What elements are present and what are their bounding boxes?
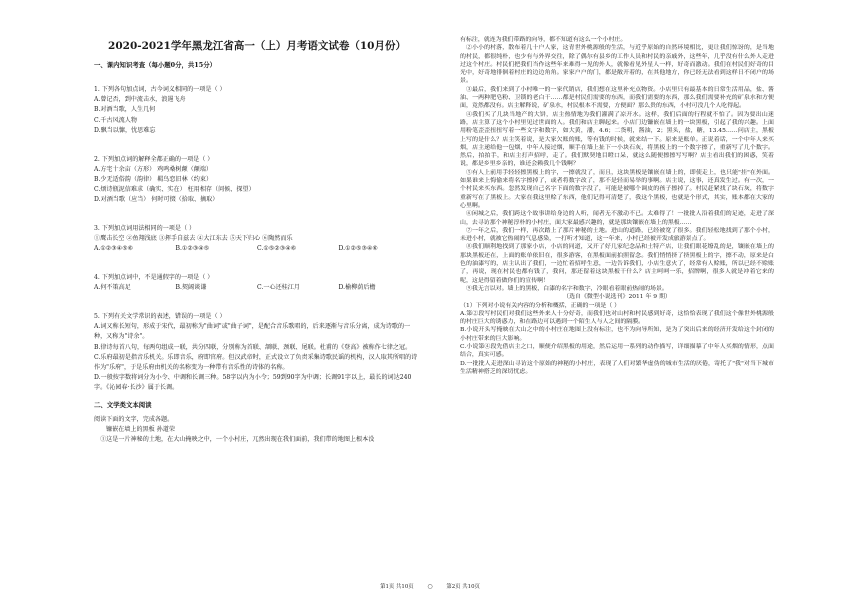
option: C.乐府最初是指音乐机关。乐即音乐，府即官府。但汉武帝时，正式设立了负责采集诗歌民谣的机构，汉人取其所唱的诗作为"乐府"，于是乐府由机关的名称变为一种带有音乐性的诗体的名称。 xyxy=(94,353,418,372)
option: D.对酒当歌（应当） 何时可掇（拾取、摘取） xyxy=(94,196,219,204)
option: D.①②⑤③④⑥ xyxy=(338,245,378,253)
option: C.一心还桂江月 xyxy=(257,284,300,292)
reading-paragraph: ①这是一片神秘的土地，在大山掩映之中，一个小村庄，兀然出现在我们面前，我们带的地图上根本没 xyxy=(100,436,375,444)
reading-paragraph: ④我们买了几块当地产的大饼，店主热情地为我们灌满了凉开水。这样，我们后面的行程就不怕了。因为要出山迷路，店主算了这个小村里见过世面的人。我们和店主聊起来。小店门边镰嵌在墙上的一块黑板，引起了我的兴趣。上面用粉笔歪歪扭扭写着一些文字和数字，如大黄，潘，4.6；二货明，酱油，2；黑头，盐，糖，13.45……问店主，黑板上写的是什么？店主笑着说，是大家欠账的账，等有钱的时候，就来结一下。原来是账单。正说着话，一个中年人来买烟，店主递给他一包烟，中年人接过烟，顺手在墙上扯下一小块石灰，将黑板上的一个数字擦了，重新写了几个数字。然后，拍拍手，和店主打声招呼，走了。我们默契地目瞪口呆，就这么随便擦擦写写啊？店主看出我们的困惑，笑着说，都是乡里乡亲的，谁还会赖我几个钱啊？ xyxy=(460,110,774,168)
option: C.①⑤②③④⑥ xyxy=(257,245,297,253)
option: D.一般按字数将词分为小令、中调和长调三种。58字以内为小令；59到90字为中调；长调91字以上，最长的词达240字。《沁园春·长沙》属于长调。 xyxy=(94,374,412,392)
question-4-stem: 4. 下列加点词中，不是通假字的一项是（ ） xyxy=(94,274,214,282)
reading-intro: 阅读下面的文字，完成各题。 xyxy=(94,415,174,423)
option: A.词又称长短句，形成于宋代，最初称为"曲词"或"曲子词"，是配合音乐歌唱的，后来逐渐与音乐分离，成为诗歌的一种，又称为"诗余"。 xyxy=(94,323,411,341)
option: D.榆柳荫后檐 xyxy=(338,284,376,292)
option: C.烦诗瓶泥信难求（确实、实在） 枉用相存（问候、探望） xyxy=(94,186,255,194)
exam-title: 2020-2021学年黑龙江省高一（上）月考语文试卷（10月份） xyxy=(108,40,406,52)
option: B.对酒当歌，人生几何 xyxy=(94,106,156,114)
option: A.方宅十余亩（方形） 鸡鸣桑树颠（颠端） xyxy=(94,165,212,173)
page-number-left: 第1页 共10页 xyxy=(380,584,414,590)
question-3-items: ①鹰击长空 ②鱼翔浅底 ③挥手自兹去 ④大江东去 ⑤天下归心 ⑥陶然而乐 xyxy=(94,235,293,243)
reading-paragraph: ⑦一年之后，我们一样，再次踏上了那片神秘的土地。进山的道路，已经被宽了很多。我们轻松地找到了那个小村，未进小村，就被它热闹的气息感染，一打听才知道，这一年来，小村已经被开发成旅游景点了。 xyxy=(460,226,774,243)
option: B.律诗每首八句，每两句组成一联，共分四联，分别称为首联、颔联、颈联、尾联。杜甫的《登高》被称作七律之冠。 xyxy=(94,343,412,351)
option: A.第②段写村民们对我们这些外来人十分好奇，而我们也对山村和村民感到好奇，这恰恰表现了我们这个像世外桃源般的村庄巨大的诱惑力，和在路边可以遇到一个陌生人与人之间的隔膜。 xyxy=(460,309,774,326)
reading-title: 镰嵌在墙上的黑板 孙道荣 xyxy=(106,425,175,433)
source-note: （选自《微型小说选刊》2011 年 9 期） xyxy=(563,293,671,301)
section-heading: 一、课内知识考查（每小题0分，共15分） xyxy=(94,61,216,69)
page-footer xyxy=(0,582,860,590)
reading-paragraph: ③最后，我们来到了小村唯一的一家代销店，我们想在这里补充点物资。小店里只有最基本的日常生活用品，盐、酱油、一两种肥皂粉、卫锁的老白干……都是村民们需要的东西，而我们需要的东西，那么我们需要补充的矿泉水和方便面，竟然都没有。店主解释说，矿泉水，村民根本不需要，方便面？那么贵的东西，小村可没几个人吃得起。 xyxy=(460,85,774,110)
question-5-stem: 5. 下列有关文学常识的表述，错误的一项是（ ） xyxy=(94,313,226,321)
question-2-stem: 2. 下列加点词的解释全都正确的一项是（ ） xyxy=(94,155,214,163)
option: A.曾记否，到中流击水，浪遏飞舟 xyxy=(94,96,186,104)
section-heading: 二、文学类文本阅读 xyxy=(94,400,152,409)
question-4-options xyxy=(94,283,420,293)
option: B.少无适俗韵（韵律） 羁鸟恋旧林（约束） xyxy=(94,175,213,183)
right-page xyxy=(430,0,860,608)
reading-paragraph: ⑤有人上前用手轻轻擦黑板上的字，一擦就没了，而且，这块黑板是镶嵌在墙上的，即使走上，也只能"挂"在外面。如果谁来上悔偷来将名字擦掉了，或者将数字改了，那不是轻而易举的事啊。店主说，这事，还真发生过。有一次，一个村民来买东西。忽然发现自己名字下面的数字没了，可能是被哪个调皮的孩子擦掉了。村民赶紧找了块石灰，将数字重新写在了黑板上。大家在我这里赊了东西，他们记得可清楚了，我这个黑板，也就是个形式，其实，账本都在大家的心里啊。 xyxy=(460,168,774,209)
option: B.契阔谈谦 xyxy=(175,284,207,292)
question-1-stem: 1. 下列各句加点词，古今词义相同的一项是（ ） xyxy=(94,86,226,93)
option: C.千古风流人物 xyxy=(94,116,137,124)
option: D.飘当以慷，忧思难忘 xyxy=(94,126,156,134)
reading-paragraph: ⑨我无言以对。墙上的黑板，白漆的名字和数字，冷眼看着眼前热闹的场景。 xyxy=(465,284,668,292)
reading-paragraph: ⑥闲城之后，我们跨这个故事讲给身边的人听，闻者无不激动不已。太难得了！一批批人沿着我们的足迹，走进了深山，去寻访那个神秘淳朴的小村庄，面大家最感兴趣的，就是那块镶嵌在墙上的黑板…… xyxy=(460,210,774,226)
reading-paragraph: ⑧我们顺利地找到了那家小店，小店的同道，又开了好几家纪念品和土特产店，让我们眼花缭乱的是，镶嵌在墙上的那块黑板还在，上面的账单依旧在，很多游客，在黑板面前拍照留念。我们悄悄挤了挤黑板上的字，擦不动，原来是白色的油漆写的，店主认出了我们，一边忙着招呼生意，一边告诉我们，小店生意火了，经常有人赊账，所以已经不赊账了，再说，现在村民也都有钱了，我问，那还留着这块黑板干什么？店主呵呵一乐，招牌啊，很多人就是冲着它来的呢，这是得留着做你们的宣传啊！ xyxy=(460,243,774,284)
option: B.小说开头写掩映在大山之中的小村庄在地图上没有标注，也不为向导所知，是为了突出后来的经济开发给这个封闭的小村庄带来的巨大影响。 xyxy=(460,326,774,342)
separator-circle-icon: ○ xyxy=(427,583,433,590)
reading-paragraph: 有标注，就连为我们带路的向导，都不知道有这么一个小村庄。 xyxy=(460,36,627,43)
option: C.小说第④段先借店主之口，顺便介绍黑板的用途，然后运用一系列的动作描写，详细描摹了中年人买烟的情形，点面结合，真实可感。 xyxy=(460,342,774,359)
question-6-stem: （1）下列对小说有关内容的分析和概括，正确的一项是（ ） xyxy=(460,301,621,309)
question-3-stem: 3. 下列加点词用法相同的一项是（ ） xyxy=(94,225,196,233)
option: D.一批批人走进深山寻访这个原始的神秘的小村庄，表现了人们对繁华虚伪的城市生活的厌倦，寄托了"我"对当下城市生活精神搭乏的深切忧虑。 xyxy=(460,359,774,375)
page-number-right: 第2页 共10页 xyxy=(446,584,480,590)
reading-paragraph: ②小小的村落，散布着几十户人家，这青世外桃源般的生活，与近乎原始的自然环境相比，更让我们惊讶的，是当地的村民，都很纯朴，也少有与外界交往，除了偶尔有县乡的工作人员和村民的亲戚外，这些年，几乎没有什么外人走进过这个村庄。村民们把我们当作这些年来难得一见的外人，就像看见外星人一样，好奇而激动。我们在村民们好奇的目光中，好奇地徘徊着村庄的边边角角。家家户户的门，都是敞开着的，在其他地方，你已经无法看到这样日不闭户的场景。 xyxy=(460,44,774,85)
question-3-options xyxy=(94,244,420,254)
option: A.①②③④⑤⑥ xyxy=(94,245,134,253)
option: A.何不策高足 xyxy=(94,284,131,292)
option: B.①②③④⑤ xyxy=(175,245,210,253)
